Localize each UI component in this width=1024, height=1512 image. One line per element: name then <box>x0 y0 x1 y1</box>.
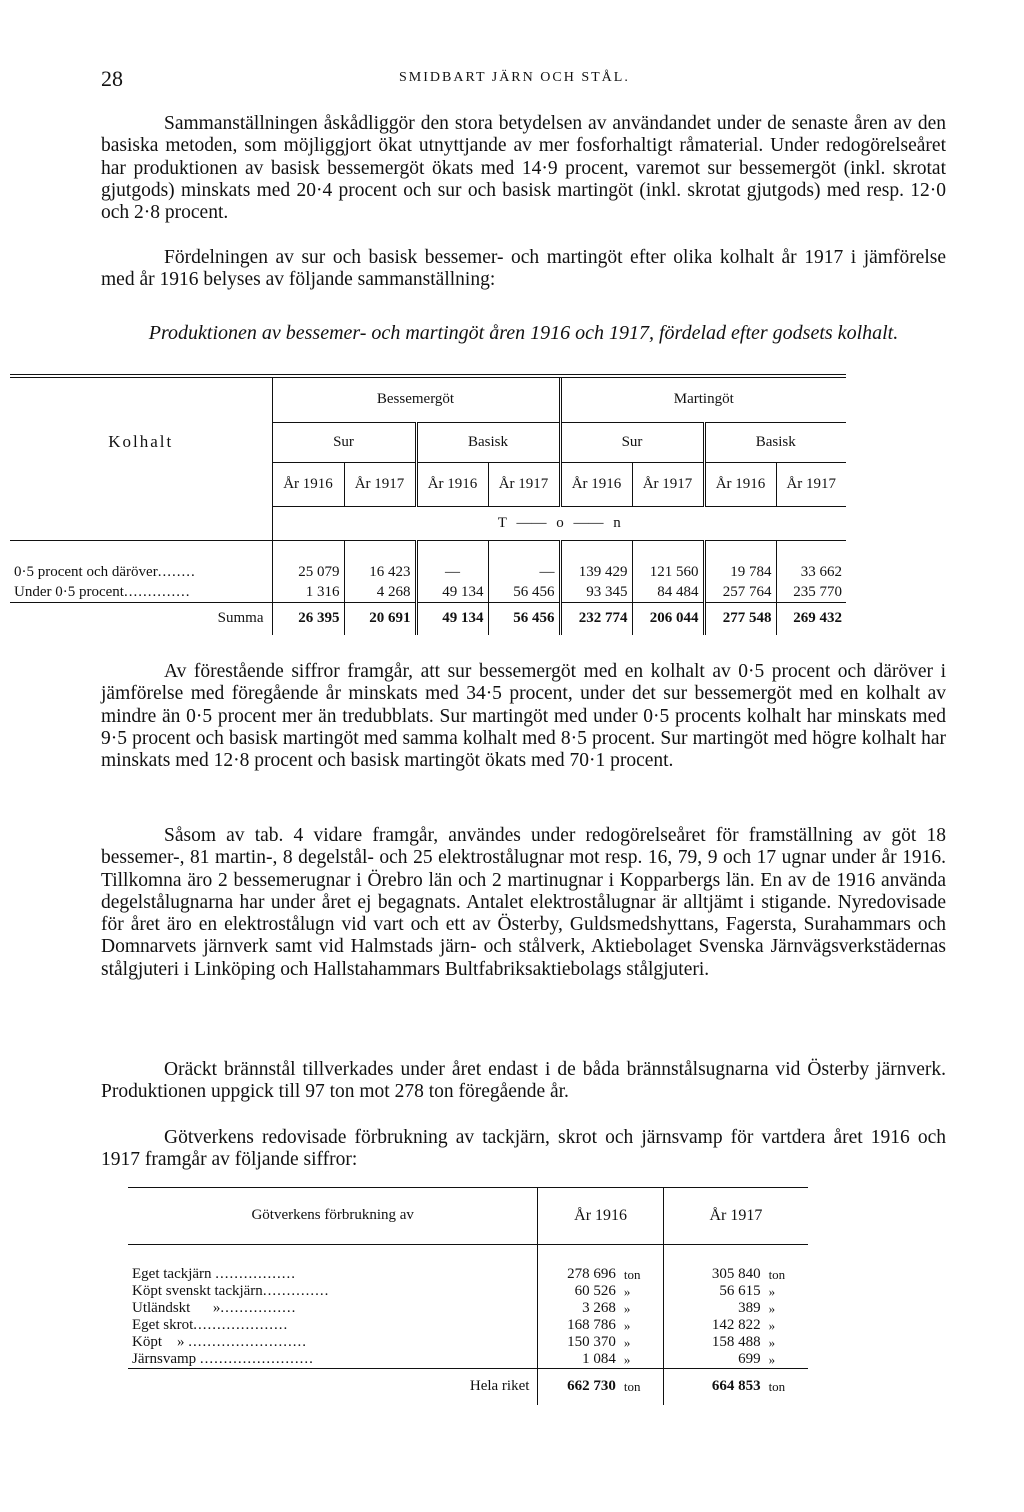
consumption-table <box>128 1187 808 1405</box>
leader-dots: ........................ <box>199 1351 314 1367</box>
year-header: År 1917 <box>632 462 704 506</box>
row-label: 0·5 procent och däröver <box>14 563 158 580</box>
paragraph-2: Fördelningen av sur och basisk bessemer- och martingöt efter olika kolhalt år 1917 i jämförelse med år 1916 belyses av följande sammanställning: <box>101 247 946 291</box>
table-cell: 1 084 <box>538 1351 620 1369</box>
paragraph-1: Sammanställningen åskådliggör den stora betydelsen av användandet under de senaste åren av den basiska metoden, som möjliggjort ökat utnyttjande av mer fosforhaltigt råmaterial. Under redogörelseåret har produktionen av basisk bessemergöt ökats med 14·9 procent, varemot sur bessemergöt (inkl. skrotat gjutgods) minskats med 20·4 procent och sur och basisk martingöt (inkl. skrotat gjutgods) med resp. 12·0 och 2·8 procent. <box>101 113 946 224</box>
unit-cell: » <box>623 1300 631 1316</box>
bessemer-header: Bessemergöt <box>272 378 560 422</box>
table-cell: 235 770 <box>776 582 846 603</box>
table-cell: 49 134 <box>416 582 488 603</box>
unit-cell: » <box>765 1351 808 1369</box>
table-cell: 168 786 <box>538 1317 620 1334</box>
table-cell: 84 484 <box>632 582 704 603</box>
table-cell: 3 268 <box>538 1300 620 1317</box>
year-header: År 1916 <box>272 462 344 506</box>
total-cell: 662 730 <box>567 1378 616 1395</box>
total-cell: 269 432 <box>793 610 842 627</box>
unit-cell: » <box>768 1317 776 1333</box>
total-cell: 26 395 <box>298 610 340 627</box>
year-header: År 1917 <box>344 462 416 506</box>
unit-cell: » <box>623 1334 631 1350</box>
year-1917-header: År 1917 <box>663 1188 808 1244</box>
bessemer-sur-header: Sur <box>272 422 416 462</box>
table-cell: 121 560 <box>632 562 704 582</box>
unit-cell: ton <box>768 1378 786 1394</box>
total-cell: 20 691 <box>369 610 411 627</box>
running-title: SMIDBART JÄRN OCH STÅL. <box>399 70 630 85</box>
table-cell: 699 <box>663 1351 764 1369</box>
bessemer-basisk-header: Basisk <box>416 422 560 462</box>
table-cell: 1 316 <box>272 582 344 603</box>
paragraph-3: Av förestående siffror framgår, att sur bessemergöt med en kolhalt av 0·5 procent och däröver i jämförelse med föregående år minskats med 34·5 procent, under det sur bessemergöt med en kolhalt av mindre än 0·5 procent mer än tredubblats. Sur martingöt med under 0·5 procents kolhalt har minskats med 9·5 procent och basisk martingöt med samma kolhalt med 8·5 procent. Sur martingöt med högre kolhalt har minskats med 12·8 procent och basisk martingöt ökats med 70·1 procent. <box>101 661 946 772</box>
production-table <box>10 374 846 635</box>
table-cell: — <box>488 562 560 582</box>
table-cell: 150 370 <box>538 1334 620 1351</box>
table-row <box>10 582 846 603</box>
year-1916-header: År 1916 <box>538 1188 663 1244</box>
total-label: Hela riket <box>469 1378 530 1395</box>
year-header: År 1917 <box>488 462 560 506</box>
unit-row: T —— o —— n <box>272 506 846 540</box>
leader-dots: ................ <box>220 1300 297 1316</box>
table-cell: 4 268 <box>344 582 416 603</box>
row-label: Eget skrot <box>132 1317 194 1333</box>
unit-cell: » <box>768 1300 776 1316</box>
table-cell: 389 <box>663 1300 764 1317</box>
table-cell: 60 526 <box>538 1283 620 1300</box>
leader-dots: .................... <box>193 1317 289 1333</box>
total-cell: 56 456 <box>513 610 555 627</box>
total-cell: 664 853 <box>711 1378 761 1395</box>
paragraph-5: Oräckt brännstål tillverkades under året endast i de båda brännstålsugnarna vid Österby järnverk. Produktionen uppgick till 97 ton mot 278 ton föregående år. <box>101 1059 946 1103</box>
table-row <box>128 1266 808 1283</box>
row-label: Under 0·5 procent <box>14 583 124 600</box>
row-label: Köpt svenskt tackjärn <box>132 1283 263 1299</box>
table-cell: 278 696 <box>538 1266 620 1283</box>
total-row <box>10 603 846 635</box>
leader-dots: .............. <box>123 583 191 600</box>
table-row <box>128 1283 808 1300</box>
leader-dots: ................. <box>215 1266 297 1282</box>
table-cell: 25 079 <box>272 562 344 582</box>
table-row <box>10 562 846 582</box>
martin-sur-header: Sur <box>560 422 704 462</box>
unit-cell: » <box>623 1317 631 1333</box>
row-label: Järnsvamp <box>132 1351 197 1367</box>
total-cell: 277 548 <box>722 610 772 627</box>
row-label: Utländskt » <box>132 1300 221 1316</box>
table-cell: 305 840 <box>663 1266 764 1283</box>
unit-cell: » <box>768 1283 776 1299</box>
total-cell: 49 134 <box>442 610 484 627</box>
year-header: År 1916 <box>416 462 488 506</box>
table-cell: 33 662 <box>776 562 846 582</box>
page-number: 28 <box>101 66 123 91</box>
table-cell: 93 345 <box>560 582 632 603</box>
unit-cell: ton <box>768 1266 786 1282</box>
consumption-header: Götverkens förbrukning av <box>128 1188 538 1244</box>
table-row <box>128 1334 808 1351</box>
table-cell: 56 615 <box>663 1283 764 1300</box>
kolhalt-header: Kolhalt <box>108 432 174 451</box>
table1-caption: Produktionen av bessemer- och martingöt åren 1916 och 1917, fördelad efter godsets kolhalt. <box>148 322 899 344</box>
unit-cell: ton <box>623 1378 641 1394</box>
total-cell: 232 774 <box>578 610 628 627</box>
table-cell: 158 488 <box>663 1334 764 1351</box>
paragraph-4: Såsom av tab. 4 vidare framgår, användes under redogörelseåret för framställning av göt 18 bessemer-, 81 martin-, 8 degelstål- och 25 elektrostålugnar mot resp. 16, 79, 9 och 17 ugnar under år 1916. Tillkomna äro 2 bessemerugnar i Örebro län och 2 martinugnar i Kopparbergs län. En av de 1916 använda degelstålugnarna har under året ej begagnats. Antalet elektrostålugnar är alltjämt i stigande. Nyredovisade för året äro en elektrostålugn vid vart och ett av Österby, Guldsmedshyttans, Fagersta, Surahammars och Domnarvets järnverk samt vid Halmstads järn- och stålverk, Aktiebolaget Svenska Järnvägsverkstädernas stålgjuteri i Linköping och Hallstahammars Bultfabriksaktiebolags stålgjuteri. <box>101 825 946 980</box>
leader-dots: ........ <box>157 563 196 580</box>
table-cell: 16 423 <box>344 562 416 582</box>
page-header <box>101 66 946 90</box>
year-header: År 1916 <box>704 462 776 506</box>
leader-dots: ......................... <box>188 1334 307 1350</box>
martin-header: Martingöt <box>560 378 846 422</box>
table-row <box>128 1317 808 1334</box>
paragraph-6: Götverkens redovisade förbrukning av tackjärn, skrot och järnsvamp för vartdera året 1916 och 1917 framgår av följande siffror: <box>101 1127 946 1171</box>
row-label: Köpt » <box>132 1334 185 1350</box>
unit-cell: » <box>768 1334 776 1350</box>
total-label: Summa <box>217 610 264 627</box>
leader-dots: .............. <box>262 1283 330 1299</box>
total-row <box>128 1369 808 1405</box>
table-cell: 56 456 <box>488 582 560 603</box>
year-header: År 1917 <box>776 462 846 506</box>
table-cell: — <box>416 562 488 582</box>
table-cell: 257 764 <box>704 582 776 603</box>
table-row <box>128 1300 808 1317</box>
unit-cell: » <box>620 1351 663 1369</box>
table-cell: 19 784 <box>704 562 776 582</box>
table-cell: 142 822 <box>663 1317 764 1334</box>
total-cell: 206 044 <box>649 610 699 627</box>
martin-basisk-header: Basisk <box>704 422 846 462</box>
year-header: År 1916 <box>560 462 632 506</box>
unit-cell: ton <box>623 1266 641 1282</box>
table-cell: 139 429 <box>560 562 632 582</box>
row-label: Eget tackjärn <box>132 1266 212 1282</box>
unit-cell: » <box>623 1283 631 1299</box>
table-row <box>128 1351 808 1369</box>
